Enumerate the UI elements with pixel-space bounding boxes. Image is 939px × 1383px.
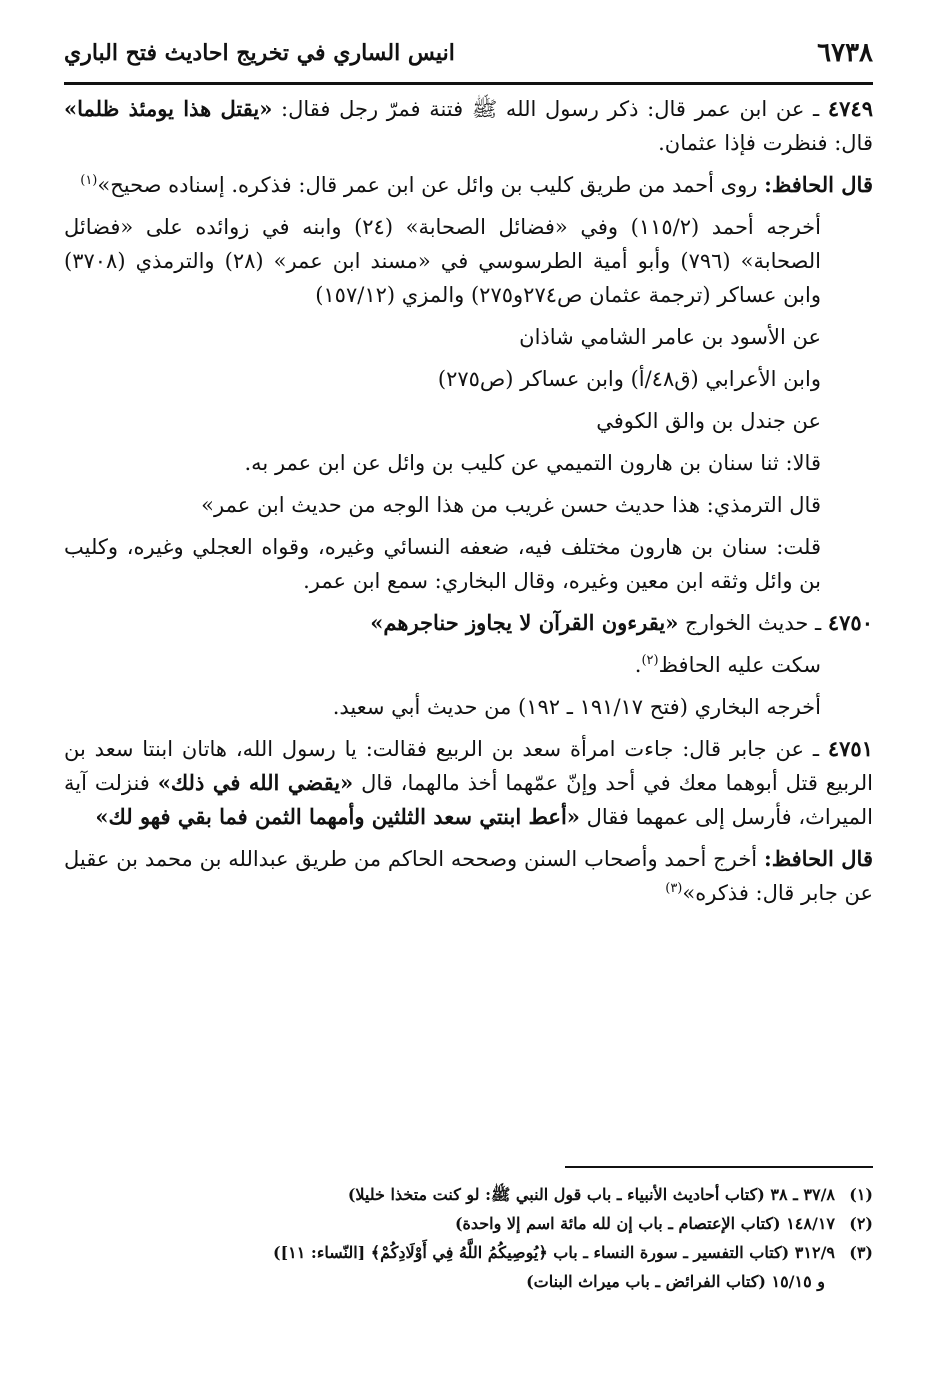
hadith-4749 bbox=[64, 92, 873, 160]
takhrij-4750: أخرجه البخاري (فتح ١٩١/١٧ ـ ١٩٢) من حديث أبي سعيد. bbox=[332, 695, 821, 719]
hadith-4750 bbox=[64, 606, 873, 640]
footnote-number: (٢) bbox=[849, 1214, 873, 1233]
hafiz-text: روى أحمد من طريق كليب بن وائل عن ابن عمر قال: فذكره. إسناده صحيح» bbox=[97, 173, 765, 197]
chain-line: قالا: ثنا سنان بن هارون التميمي عن كليب بن وائل عن ابن عمر به. bbox=[244, 451, 821, 475]
hadith-text: ـ عن جابر قال: جاءت امرأة سعد بن الربيع فقالت: يا رسول الله، هاتان ابنتا سعد بن الربيع قتل أبوهما معك في أحد وإنّ عمّهما أخذ مالهما، قال bbox=[64, 737, 873, 795]
footnote-text: ٣٧/٨ ـ ٣٨ (كتاب أحاديث الأنبياء ـ باب قول النبي ﷺ: لو كنت متخذا خليلا) bbox=[347, 1185, 835, 1204]
page-number: ٦٧٣٨ bbox=[817, 38, 873, 68]
hadith-number: ٤٧٥١ bbox=[827, 736, 873, 761]
hafiz-label: قال الحافظ: bbox=[764, 172, 873, 197]
hafiz-text: أخرج أحمد وأصحاب السنن وصححه الحاكم من طريق عبدالله بن محمد بن عقيل عن جابر قال: فذكره» bbox=[64, 847, 873, 905]
hadith-quote: «يقضي الله في ذلك» bbox=[157, 770, 354, 795]
hafiz-silent-note: سكت عليه الحافظ$^{(٢)}$. bbox=[634, 653, 821, 677]
running-header bbox=[64, 38, 873, 85]
chain-line: عن الأسود بن عامر الشامي شاذان bbox=[519, 325, 821, 349]
hafiz-comment-4749 bbox=[64, 168, 873, 202]
hadith-text-rest: قال: فنظرت فإذا عثمان. bbox=[658, 131, 873, 155]
footnote-ref: (٣) bbox=[665, 881, 683, 896]
chain-line: عن جندل بن والق الكوفي bbox=[596, 409, 821, 433]
footnote-number: (٣) bbox=[849, 1243, 873, 1262]
hadith-quote: «يقرءون القرآن لا يجاوز حناجرهم» bbox=[370, 610, 679, 635]
footnote-number: (١) bbox=[849, 1185, 873, 1204]
footnote-3 bbox=[64, 1238, 873, 1267]
author-note: قلت: سنان بن هارون مختلف فيه، ضعفه النسائي وغيره، وقواه العجلي وغيره، وكليب بن وائل وثقه ابن معين وغيره، وقال البخاري: سمع ابن عمر. bbox=[64, 535, 821, 593]
footnote-1 bbox=[64, 1180, 873, 1209]
hadith-4751 bbox=[64, 732, 873, 834]
hafiz-label: قال الحافظ: bbox=[763, 846, 873, 871]
hadith-quote: «أعط ابنتي سعد الثلثين وأمهما الثمن فما بقي فهو لك» bbox=[95, 804, 580, 829]
takhrij-4749: أخرجه أحمد (١١٥/٢) وفي «فضائل الصحابة» (٢٤) وابنه في زوائده على «فضائل الصحابة» (٧٩٦) وأبو أمية الطرسوسي في «مسند ابن عمر» (٢٨) والترمذي (٣٧٠٨) وابن عساكر (ترجمة عثمان ص٢٧٤و٢٧٥) والمزي (١٥٧/١٢) bbox=[64, 215, 821, 307]
footnote-ref: (١) bbox=[80, 173, 98, 188]
chain-line: قال الترمذي: هذا حديث حسن غريب من هذا الوجه من حديث ابن عمر» bbox=[201, 493, 821, 517]
footnotes bbox=[64, 1180, 873, 1296]
footnote-text: ٣١٢/٩ (كتاب التفسير ـ سورة النساء ـ باب ﴿يُوصِيكُمُ اللَّهُ فِي أَوْلَادِكُمْ﴾ [النّساء: ١١]) bbox=[273, 1243, 835, 1262]
footnote-text: و ١٥/١٥ (كتاب الفرائض ـ باب ميراث البنات) bbox=[526, 1272, 825, 1291]
chain-line: وابن الأعرابي (ق٤٨/أ) وابن عساكر (ص٢٧٥) bbox=[437, 367, 821, 391]
footnote-ref: (٢) bbox=[641, 653, 659, 668]
footnote-3-continued bbox=[64, 1267, 873, 1296]
hadith-text-mid: فنزلت آية الميراث، فأرسل إلى عمهما فقال bbox=[64, 771, 873, 829]
silent-text: سكت عليه الحافظ bbox=[658, 653, 821, 677]
footnote-separator bbox=[565, 1166, 873, 1168]
book-title: انيس الساري في تخريج احاديث فتح الباري bbox=[64, 40, 455, 66]
hadith-text: ـ حديث الخوارج bbox=[678, 611, 822, 635]
hadith-number: ٤٧٤٩ bbox=[827, 96, 873, 121]
footnote-text: ١٤٨/١٧ (كتاب الإعتصام ـ باب إن لله مائة اسم إلا واحدة) bbox=[454, 1214, 835, 1233]
hadith-number: ٤٧٥٠ bbox=[827, 610, 873, 635]
footnote-2 bbox=[64, 1209, 873, 1238]
hadith-text: ـ عن ابن عمر قال: ذكر رسول الله ﷺ فتنة فمرّ رجل فقال: bbox=[272, 97, 820, 121]
hafiz-comment-4751 bbox=[64, 842, 873, 910]
hadith-quote: «يقتل هذا يومئذ ظلما» bbox=[64, 96, 273, 121]
main-text bbox=[64, 92, 873, 918]
